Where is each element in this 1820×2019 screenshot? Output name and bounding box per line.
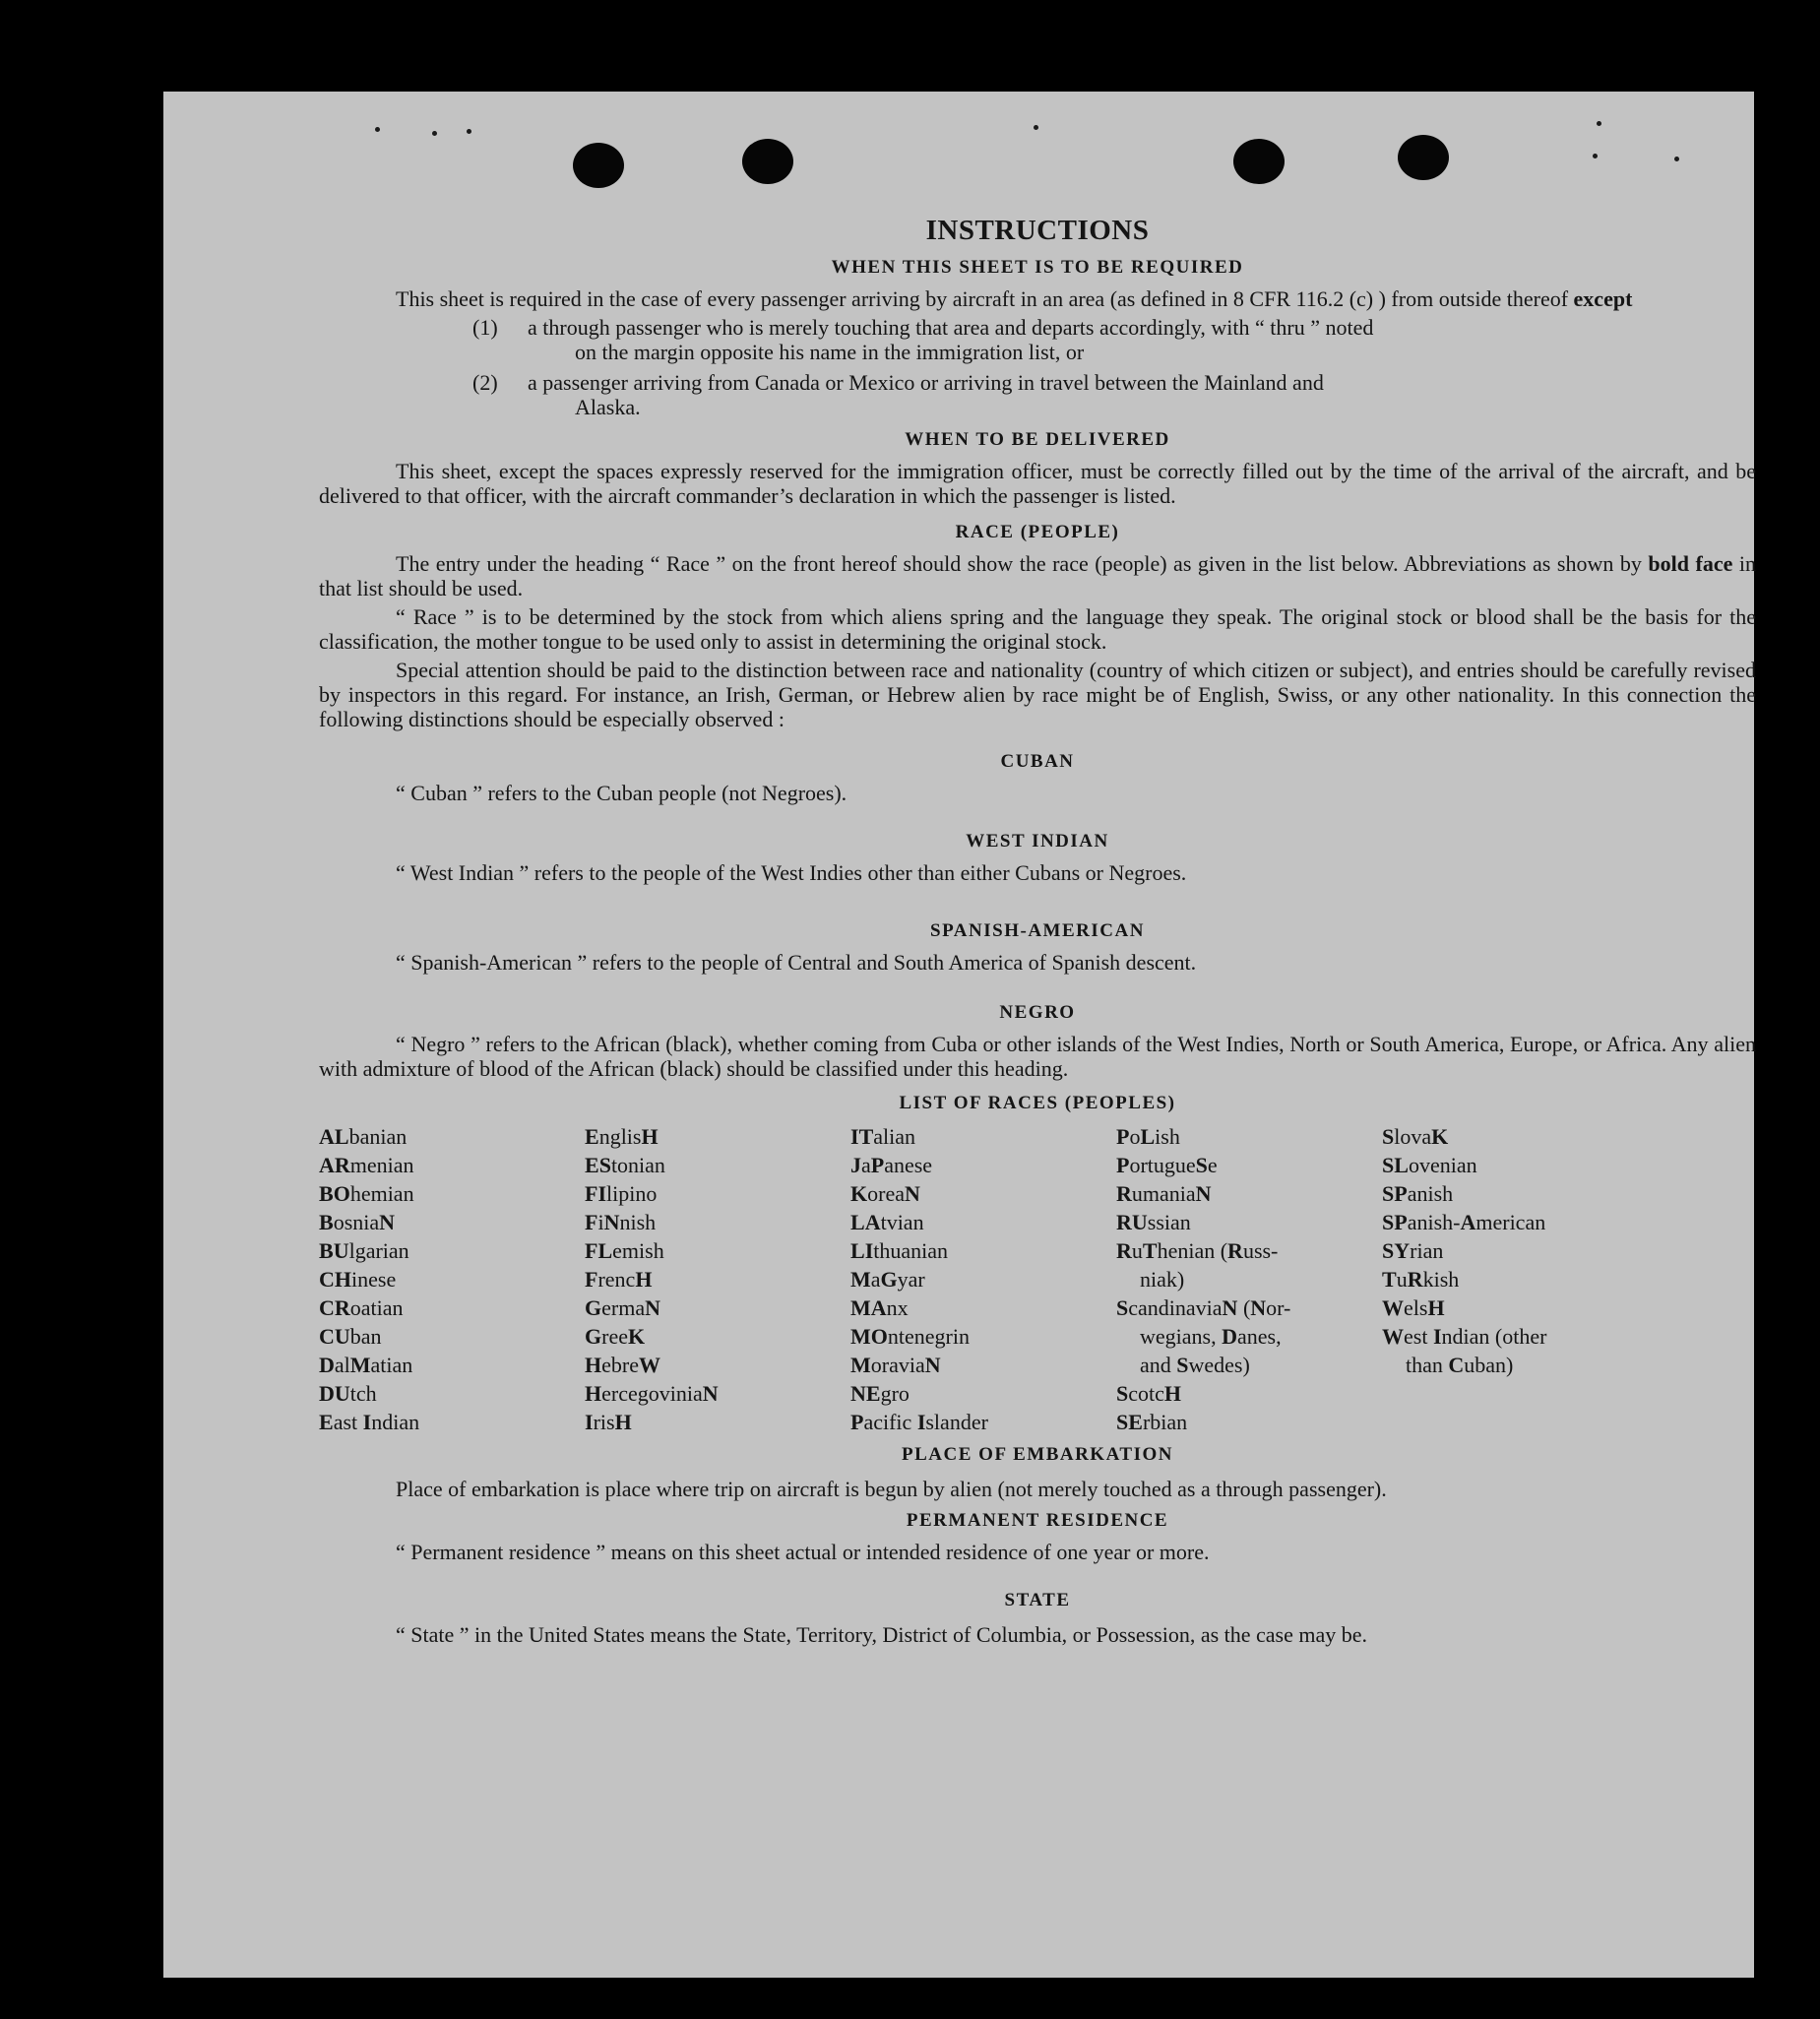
speck xyxy=(1593,154,1598,158)
race-item: MAnx xyxy=(850,1295,909,1320)
race-item: East Indian xyxy=(319,1410,420,1434)
race-item: DUtch xyxy=(319,1381,377,1406)
exception-item-1: (1) a through passenger who is merely touching that area and departs accordingly, with “ thru ” noted on the margin opposite his name in the immigration list, or xyxy=(472,315,1374,364)
race-item: RumaniaN xyxy=(1116,1181,1212,1206)
race-item: HebreW xyxy=(585,1353,660,1377)
race-item: SLovenian xyxy=(1382,1153,1477,1177)
race-item: SYrian xyxy=(1382,1238,1444,1263)
races-column-3 xyxy=(850,1122,1116,1436)
race-item: niak) xyxy=(1140,1267,1185,1292)
west-indian-text: “ West Indian ” refers to the people of the West Indies other than either Cubans or Negroes. xyxy=(396,860,1187,885)
races-column-2 xyxy=(585,1122,850,1436)
heading-place-of-embarkation: PLACE OF EMBARKATION xyxy=(902,1444,1173,1465)
race-item: PortugueSe xyxy=(1116,1153,1218,1177)
race-item: RUssian xyxy=(1116,1210,1191,1234)
punch-hole xyxy=(573,143,624,188)
instructions-content xyxy=(319,215,1756,1650)
delivered-text: This sheet, except the spaces expressly reserved for the immigration officer, must be correctly filled out by the time of the arrival of the aircraft, and be delivered to that officer, with the aircraft commander’s declaration in which the passenger is listed. xyxy=(319,459,1756,508)
race-item: FiNnish xyxy=(585,1210,657,1234)
speck xyxy=(1597,121,1601,126)
race-item: PoLish xyxy=(1116,1124,1180,1149)
document-sheet xyxy=(163,92,1757,1978)
heading-negro: NEGRO xyxy=(999,1002,1076,1023)
race-item: EnglisH xyxy=(585,1124,659,1149)
race-item: West Indian (other xyxy=(1382,1324,1547,1349)
race-item: LAtvian xyxy=(850,1210,924,1234)
race-item: DalMatian xyxy=(319,1353,413,1377)
speck xyxy=(432,131,437,136)
race-item: FrencH xyxy=(585,1267,653,1292)
race-item: GermaN xyxy=(585,1295,660,1320)
race-paragraph-2: “ Race ” is to be determined by the stock from which aliens spring and the language they speak. The original stock or blood shall be the basis for the classification, the mother tongue to be used only to assist in determining the original stock. xyxy=(319,604,1756,654)
race-item: GreeK xyxy=(585,1324,646,1349)
race-item: MOntenegrin xyxy=(850,1324,970,1349)
heading-spanish-american: SPANISH-AMERICAN xyxy=(930,920,1145,941)
speck xyxy=(375,127,380,132)
heading-state: STATE xyxy=(1004,1590,1071,1610)
negro-text: “ Negro ” refers to the African (black), whether coming from Cuba or other islands of the West Indies, North or South America, Europe, or Africa. Any alien with admixture of blood of the African (black) should be classified under this heading. xyxy=(319,1032,1756,1081)
residence-text: “ Permanent residence ” means on this sheet actual or intended residence of one year or more. xyxy=(396,1540,1210,1564)
race-item: BUlgarian xyxy=(319,1238,409,1263)
punch-hole xyxy=(1233,139,1285,184)
races-column-5 xyxy=(1382,1122,1599,1436)
race-item: SErbian xyxy=(1116,1410,1188,1434)
race-item: JaPanese xyxy=(850,1153,933,1177)
race-item: SlovaK xyxy=(1382,1124,1449,1149)
race-item: TuRkish xyxy=(1382,1267,1460,1292)
races-column-4 xyxy=(1116,1122,1382,1436)
race-paragraph-1: The entry under the heading “ Race ” on the front hereof should show the race (people) as given in the list below. Abbreviations as shown by bold face in that list should be used. xyxy=(319,551,1757,600)
race-item: ScandinaviaN (Nor- xyxy=(1116,1295,1291,1320)
race-item: ALbanian xyxy=(319,1124,408,1149)
heading-permanent-residence: PERMANENT RESIDENCE xyxy=(906,1510,1169,1531)
heading-when-required: WHEN THIS SHEET IS TO BE REQUIRED xyxy=(831,257,1244,278)
spanish-american-text: “ Spanish-American ” refers to the people of Central and South America of Spanish descent. xyxy=(396,950,1197,975)
race-item: CHinese xyxy=(319,1267,397,1292)
race-item: LIthuanian xyxy=(850,1238,949,1263)
race-item: FLemish xyxy=(585,1238,664,1263)
race-item: and Swedes) xyxy=(1140,1353,1250,1377)
race-item: NEgro xyxy=(850,1381,910,1406)
cuban-text: “ Cuban ” refers to the Cuban people (not Negroes). xyxy=(396,781,847,805)
race-item: MaGyar xyxy=(850,1267,925,1292)
heading-race: RACE (PEOPLE) xyxy=(955,522,1120,542)
punch-hole xyxy=(1398,135,1449,180)
speck xyxy=(1674,157,1679,161)
race-item: MoraviaN xyxy=(850,1353,941,1377)
exception-item-2: (2) a passenger arriving from Canada or Mexico or arriving in travel between the Mainland and Alaska. xyxy=(472,370,1324,419)
speck xyxy=(1034,125,1038,130)
speck xyxy=(467,129,471,134)
race-item: HercegoviniaN xyxy=(585,1381,719,1406)
race-item: ITalian xyxy=(850,1124,916,1149)
heading-cuban: CUBAN xyxy=(1000,751,1075,772)
races-column-1 xyxy=(319,1122,585,1436)
race-item: KoreaN xyxy=(850,1181,920,1206)
required-intro: This sheet is required in the case of every passenger arriving by aircraft in an area (as defined in 8 CFR 116.2 (c) ) from outside thereof except xyxy=(396,286,1633,311)
races-list xyxy=(319,1122,1756,1436)
race-paragraph-3: Special attention should be paid to the distinction between race and nationality (country of which citizen or subject), and entries should be carefully revised by inspectors in this regard. For instance, an Irish, German, or Hebrew alien by race might be of English, Swiss, or any other nationality. In this connection the following distinctions should be especially observed : xyxy=(319,658,1756,731)
race-item: than Cuban) xyxy=(1406,1353,1514,1377)
race-item: FIlipino xyxy=(585,1181,658,1206)
race-item: EStonian xyxy=(585,1153,665,1177)
heading-when-delivered: WHEN TO BE DELIVERED xyxy=(905,429,1170,450)
state-text: “ State ” in the United States means the State, Territory, District of Columbia, or Possession, as the case may be. xyxy=(396,1622,1368,1647)
page-title: INSTRUCTIONS xyxy=(925,215,1150,246)
race-item: ScotcH xyxy=(1116,1381,1182,1406)
race-item: CUban xyxy=(319,1324,382,1349)
punch-hole xyxy=(742,139,793,184)
race-item: BosniaN xyxy=(319,1210,396,1234)
race-item: CRoatian xyxy=(319,1295,404,1320)
race-item: WelsH xyxy=(1382,1295,1445,1320)
embarkation-text: Place of embarkation is place where trip on aircraft is begun by alien (not merely touched as a through passenger). xyxy=(396,1477,1387,1501)
race-item: IrisH xyxy=(585,1410,632,1434)
heading-west-indian: WEST INDIAN xyxy=(966,831,1109,852)
race-item: SPanish xyxy=(1382,1181,1454,1206)
race-item: RuThenian (Russ- xyxy=(1116,1238,1279,1263)
race-item: ARmenian xyxy=(319,1153,414,1177)
heading-list-of-races: LIST OF RACES (PEOPLES) xyxy=(899,1093,1176,1113)
race-item: SPanish-American xyxy=(1382,1210,1546,1234)
race-item: Pacific Islander xyxy=(850,1410,988,1434)
race-item: BOhemian xyxy=(319,1181,414,1206)
race-item: wegians, Danes, xyxy=(1140,1324,1282,1349)
